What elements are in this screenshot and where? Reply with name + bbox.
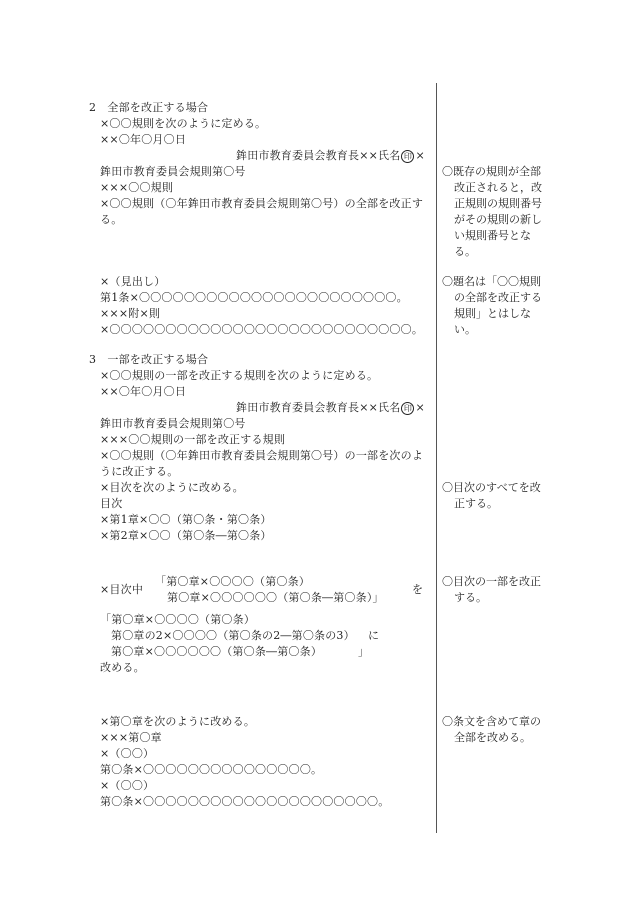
section3-date: ××〇年〇月〇日 — [100, 385, 187, 398]
ni-particle: に — [368, 629, 380, 642]
quote1-line2: 第〇章×〇〇〇〇〇〇（第〇条―第〇条）」 — [167, 591, 384, 604]
section3-body-line2: うに改正する。 — [100, 465, 179, 478]
section2-midashi: ×（見出し） — [100, 275, 166, 288]
section2-date: ××〇年〇月〇日 — [100, 133, 187, 146]
note-full-revision: 〇既存の規則が全部 改正されると，改 正規則の規則番号 がその規則の新し い規則番号とな る。 — [442, 165, 542, 258]
aratameru: 改める。 — [100, 661, 145, 674]
section3-heading: 3 一部を改正する場合 — [89, 353, 209, 366]
quote2-line1: 「第〇章×〇〇〇〇（第〇条） — [100, 613, 256, 626]
note-title: 〇題名は「〇〇規則 の全部を改正する 規則」とはしな い。 — [442, 275, 542, 336]
toc-chapter2: ×第2章×〇〇（第〇条―第〇条） — [100, 529, 272, 542]
toc-label: 目次 — [100, 497, 123, 510]
chapter-change: ×第〇章を次のように改める。 — [100, 715, 256, 728]
seal-mark: 印 — [401, 402, 414, 415]
signer-name: 鉾田市教育委員会教育長××氏名 — [236, 401, 401, 414]
seal-mark: 印 — [401, 150, 414, 163]
section3-signer-line — [236, 400, 425, 416]
section2-heading: 2 全部を改正する場合 — [89, 101, 209, 114]
article-a: 第〇条×〇〇〇〇〇〇〇〇〇〇〇〇〇〇〇。 — [100, 763, 323, 776]
section2-enact: ×〇〇規則を次のように定める。 — [100, 117, 267, 130]
toc-partial-label: ×目次中 — [100, 583, 144, 596]
section3-rule-number: 鉾田市教育委員会規則第〇号 — [100, 417, 246, 430]
section2-article1: 第1条×〇〇〇〇〇〇〇〇〇〇〇〇〇〇〇〇〇〇〇〇〇〇〇。 — [100, 291, 408, 304]
signer-tail: × — [415, 149, 425, 162]
section2-body-line1: ×〇〇規則（〇年鉾田市教育委員会規則第〇号）の全部を改正す — [100, 197, 424, 210]
section3-rule-title: ×××〇〇規則の一部を改正する規則 — [100, 433, 286, 446]
quote1-line1: 「第〇章×〇〇〇〇（第〇条） — [155, 575, 311, 588]
section2-fusoku-body: ×〇〇〇〇〇〇〇〇〇〇〇〇〇〇〇〇〇〇〇〇〇〇〇〇〇〇〇。 — [100, 323, 424, 336]
note-toc-all: 〇目次のすべてを改 正する。 — [442, 481, 541, 510]
section2-signer-line — [236, 148, 425, 164]
article-b: 第〇条×〇〇〇〇〇〇〇〇〇〇〇〇〇〇〇〇〇〇〇〇〇。 — [100, 795, 390, 808]
section3-body-line1: ×〇〇規則（〇年鉾田市教育委員会規則第〇号）の一部を次のよ — [100, 449, 424, 462]
wo-particle: を — [412, 583, 424, 596]
section3-enact: ×〇〇規則の一部を改正する規則を次のように定める。 — [100, 369, 379, 382]
column-divider — [436, 83, 437, 833]
toc-chapter1: ×第1章×〇〇（第〇条・第〇条） — [100, 513, 272, 526]
section2-body-line2: る。 — [100, 213, 123, 226]
signer-tail: × — [415, 401, 425, 414]
note-toc-partial: 〇目次の一部を改正 する。 — [442, 575, 541, 604]
paren-heading-2: ×（〇〇） — [100, 779, 155, 792]
note-chapter: 〇条文を含めて章の 全部を改める。 — [442, 715, 541, 744]
section2-fusoku: ×××附×則 — [100, 307, 161, 320]
chapter-title: ×××第〇章 — [100, 731, 162, 744]
section2-rule-number: 鉾田市教育委員会規則第〇号 — [100, 165, 246, 178]
section2-rule-title: ×××〇〇規則 — [100, 181, 174, 194]
quote2-line3: 第〇章×〇〇〇〇〇〇（第〇条―第〇条） — [111, 645, 323, 658]
quote2-close: 」 — [358, 645, 370, 658]
paren-heading-1: ×（〇〇） — [100, 747, 155, 760]
quote2-line2: 第〇章の2×〇〇〇〇（第〇条の2―第〇条の3） — [111, 629, 355, 642]
signer-name: 鉾田市教育委員会教育長××氏名 — [236, 149, 401, 162]
toc-all-change: ×目次を次のように改める。 — [100, 481, 244, 494]
